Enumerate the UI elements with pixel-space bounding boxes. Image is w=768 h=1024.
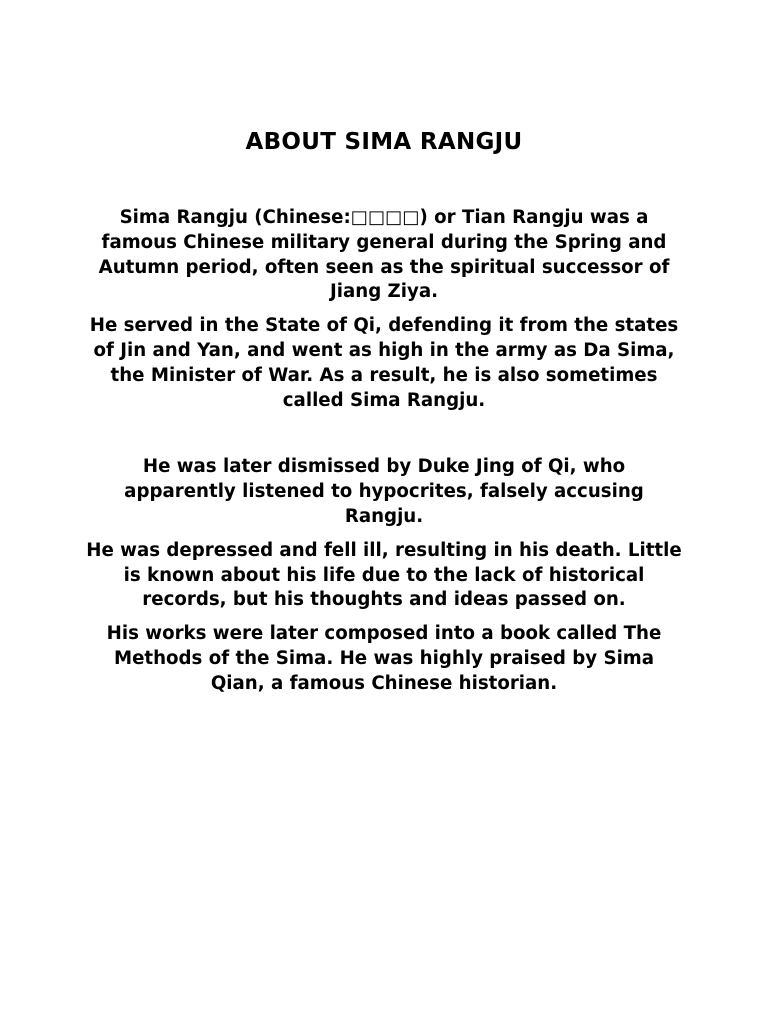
- paragraph-dismissal: He was later dismissed by Duke Jing of Qi, who apparently listened to hypocrites, falsely accusing Rangju.: [124, 456, 644, 527]
- document-body: [84, 206, 684, 706]
- paragraph-death: He was depressed and fell ill, resulting in his death. Little is known about his life due to the lack of historical records, but his thoughts and ideas passed on.: [86, 539, 682, 611]
- paragraph-intro: Sima Rangju (Chinese:□□□□) or Tian Rangju was a famous Chinese military general during the Spring and Autumn period, often seen as the spiritual successor of Jiang Ziya.: [98, 207, 670, 303]
- paragraph-service: He served in the State of Qi, defending it from the states of Jin and Yan, and went as high in the army as Da Sima, the Minister of War. As a result, he is also sometimes called Sima Rangju.: [89, 315, 679, 411]
- page-title: ABOUT SIMA RANGJU: [245, 129, 523, 155]
- paragraph-legacy: His works were later composed into a book called The Methods of the Sima. He was highly praised by Sima Qian, a famous Chinese historian.: [106, 623, 662, 694]
